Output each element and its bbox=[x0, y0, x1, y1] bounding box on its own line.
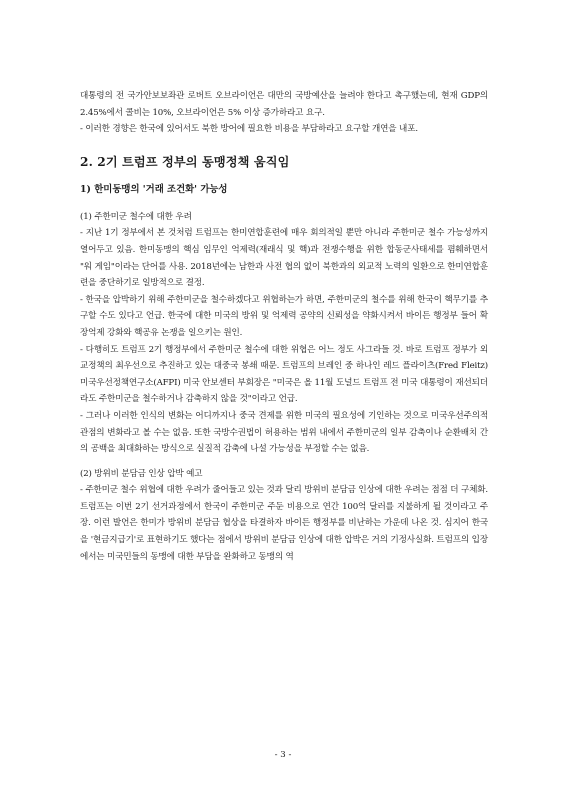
part1-paragraph-4: - 그러나 이러한 인식의 변화는 어디까지나 중국 견제를 위한 미국의 필요성에 기인하는 것으로 미국우선주의적 관점의 변화라고 볼 수는 없음. 또한 국방수권법이 허용하는 범위 내에서 주한미군의 일부 감축이나 순환배치 간의 공백을 최대화하는 방식으로 실질적 감축에 나설 가능성을 부정할 수는 없음. bbox=[80, 410, 488, 455]
part2-title: (2) 방위비 분담금 인상 압박 예고 bbox=[80, 468, 203, 479]
part1-paragraph-1: - 지난 1기 정부에서 본 것처럼 트럼프는 한미연합훈련에 매우 회의적일 뿐만 아니라 주한미군 철수 가능성까지 열어두고 있음. 한미동맹의 핵심 임무인 억제력(재래식 및 핵)과 전쟁수행을 위한 합동군사태세를 폄훼하면서 "워 게임"이라는 단어를 사용. 2018년에는 남한과 사전 협의 없이 북한과의 외교적 노력의 일환으로 한미연합훈련을 중단하기로 일방적으로 결정. bbox=[80, 228, 488, 289]
intro-paragraph-1: 대통령의 전 국가안보보좌관 로버트 오브라이언은 대만의 국방예산을 늘려야 한다고 촉구했는데, 현재 GDP의 2.45%에서 콜비는 10%, 오브라이언은 5% 이상 증가하라고 요구. bbox=[80, 91, 488, 118]
part1-title: (1) 주한미군 철수에 대한 우려 bbox=[80, 211, 192, 222]
part2-paragraph-1: - 주한미군 철수 위협에 대한 우려가 줄어들고 있는 것과 달리 방위비 분담금 인상에 대한 우려는 점점 더 구체화. 트럼프는 이번 2기 선거과정에서 한국이 주한미군 주둔 비용으로 연간 100억 달러를 지불하게 될 것이라고 주장. 이런 발언은 한미가 방위비 분담금 협상을 타결하자 바이든 행정부를 비난하는 가운데 나온 것. 심지어 한국을 '현금지급기'로 표현하기도 했다는 점에서 방위비 분담금 인상에 대한 압박은 거의 기정사실화. 트럼프의 입장에서는 미국민들의 동맹에 대한 부담을 완화하고 동맹의 역 bbox=[80, 485, 488, 562]
section-heading: 2. 2기 트럼프 정부의 동맹정책 움직임 bbox=[80, 154, 290, 169]
page-number: - 3 - bbox=[274, 750, 292, 760]
part1-paragraph-3: - 다행히도 트럼프 2기 행정부에서 주한미군 철수에 대한 위협은 어느 정도 사그라들 것. 바로 트럼프 정부가 외교정책의 최우선으로 추진하고 있는 대중국 봉쇄 때문. 트럼프의 브레인 중 하나인 레드 플라이츠(Fred Fleitz) 미국우선정책연구소(AFPI) 미국 안보센터 부회장은 "미국은 올 11월 도널드 트럼프 전 미국 대통령이 재선되더라도 주한미군을 철수하거나 감축하지 않을 것"이라고 언급. bbox=[80, 344, 488, 405]
document-page bbox=[80, 88, 488, 565]
part1-paragraph-2: - 한국을 압박하기 위해 주한미군을 철수하겠다고 위협하는가 하면, 주한미군의 철수를 위해 한국이 핵무기를 추구할 수도 있다고 언급. 한국에 대한 미국의 방위 및 억제력 공약의 신뢰성을 약화시켜서 바이든 행정부 들어 확장억제 강화와 핵공유 논쟁을 일으키는 원인. bbox=[80, 294, 488, 338]
intro-paragraph-2: - 이러한 경향은 한국에 있어서도 북한 방어에 필요한 비용을 부담하라고 요구할 개연을 내포. bbox=[80, 124, 418, 135]
subsection-heading: 1) 한미동맹의 '거래 조건화' 가능성 bbox=[80, 183, 228, 195]
